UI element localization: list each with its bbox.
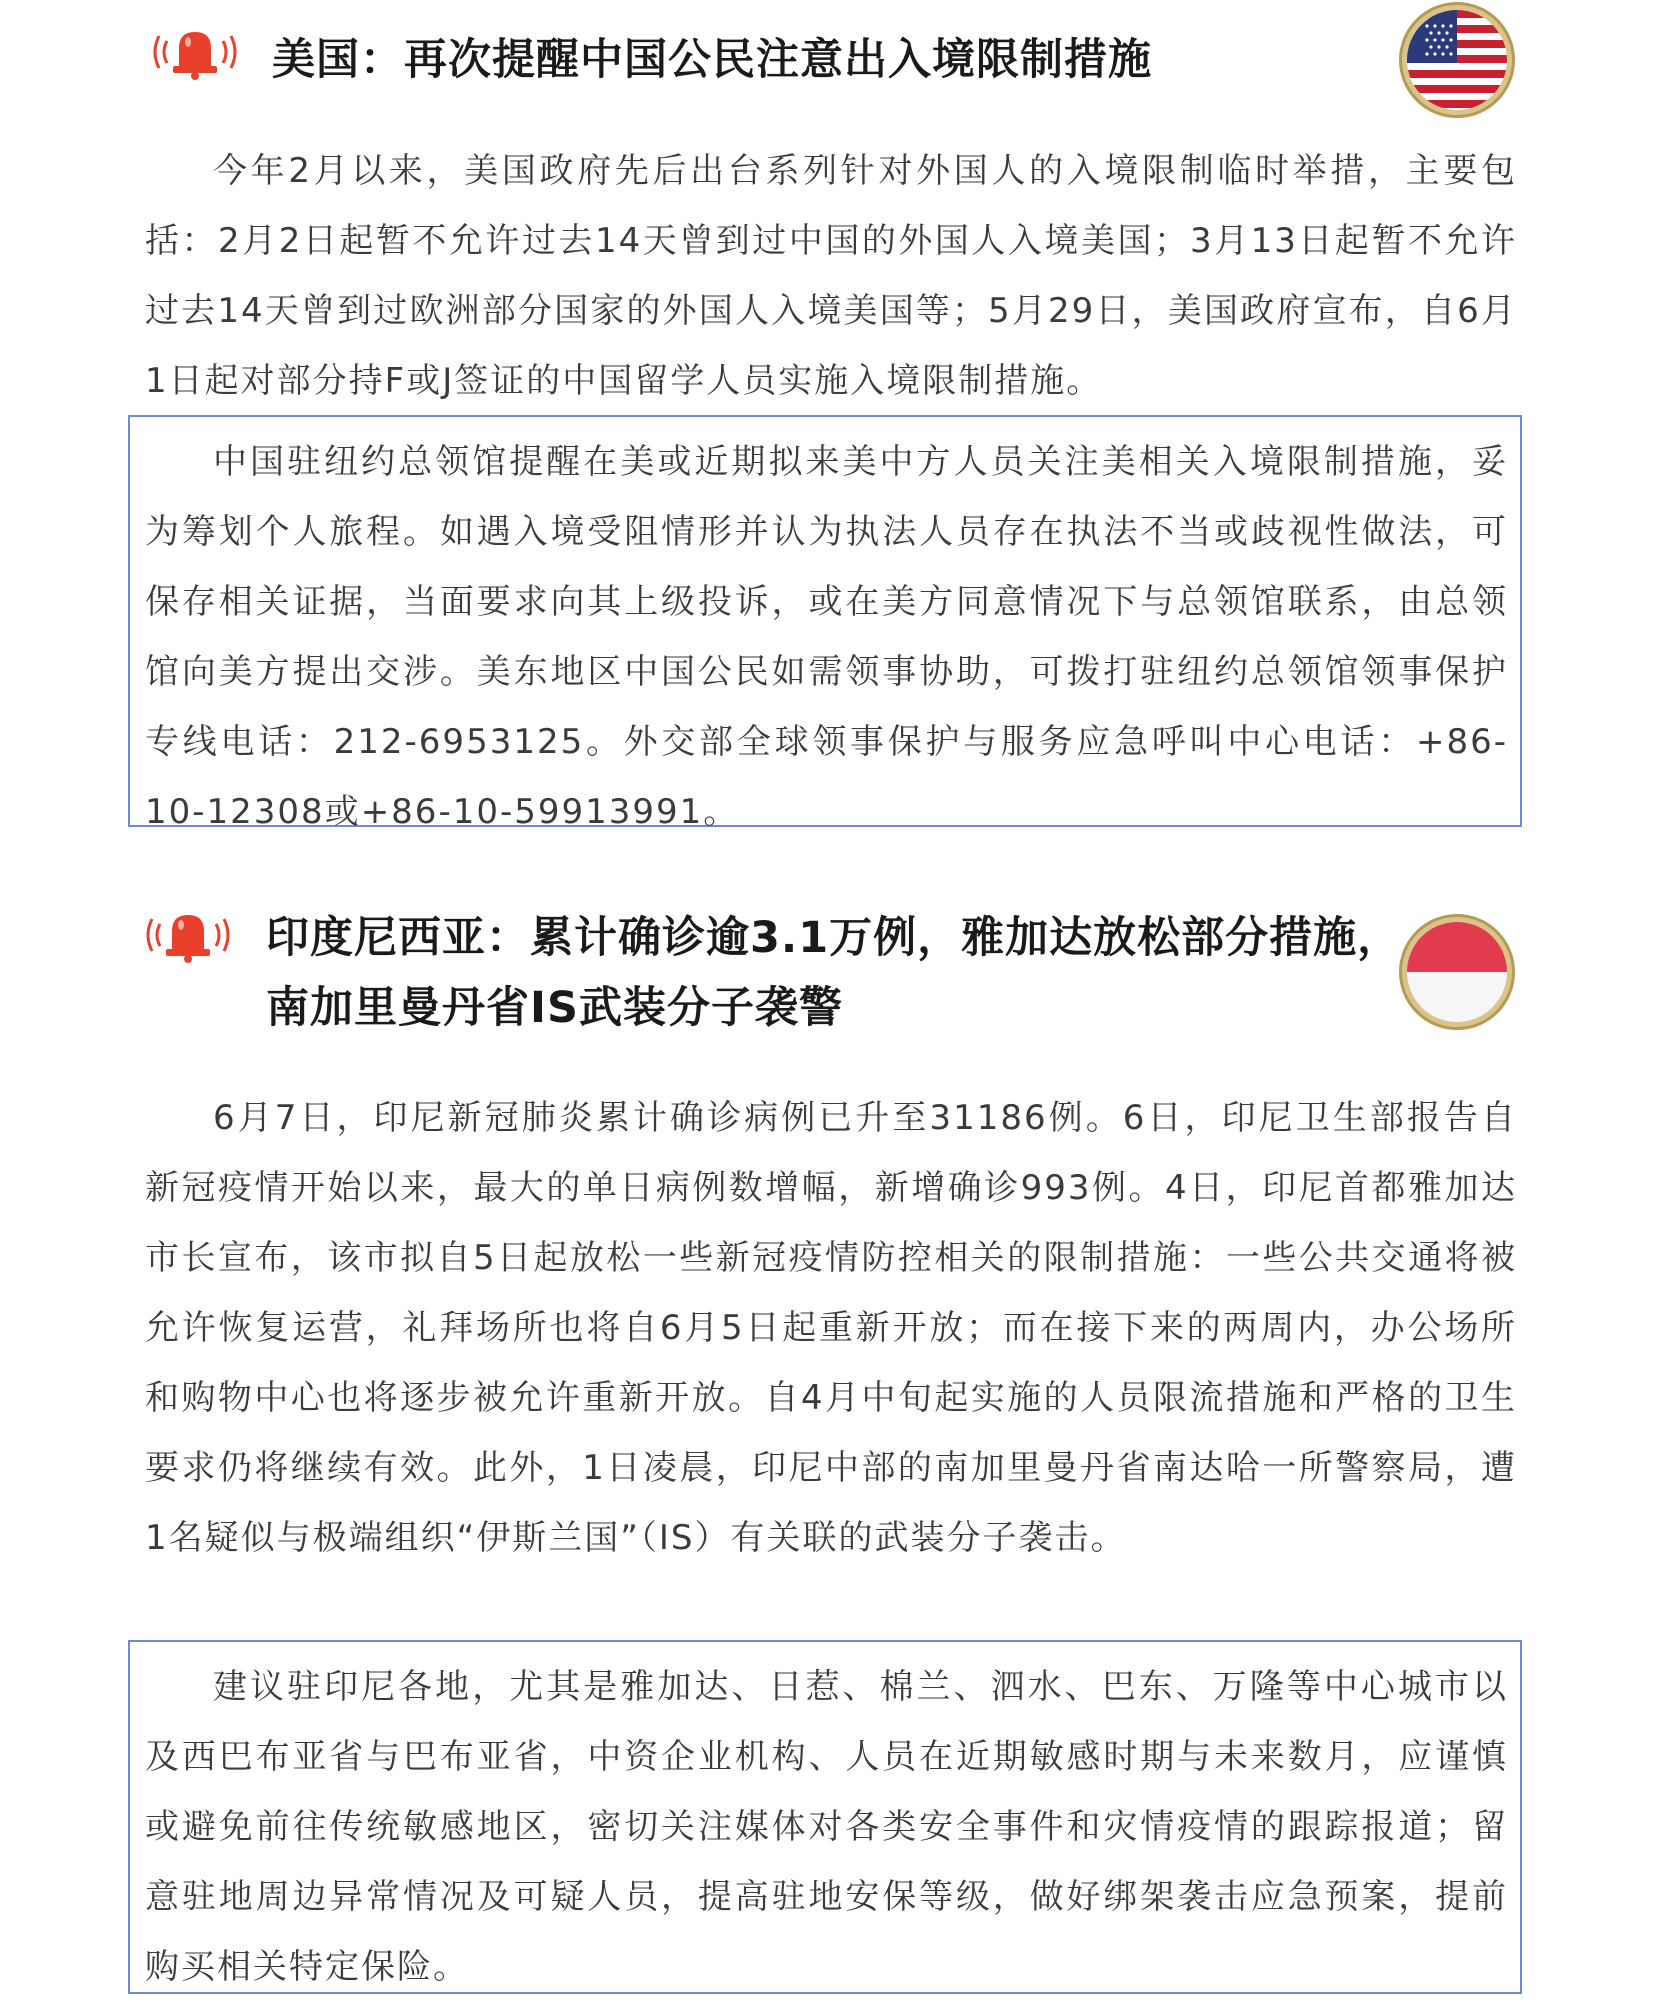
notice-box (128, 415, 1522, 832)
alarm-bell-icon (145, 22, 245, 82)
notice-paragraph: 中国驻纽约总领馆提醒在美或近期拟来美中方人员关注美相关入境限制措施，妥为筹划个人旅程。如遇入境受阻情形并认为执法人员存在执法不当或歧视性做法，可保存相关证据，当面要求向其上级投诉，或在美方同意情况下与总领馆联系，由总领馆向美方提出交涉。美东地区中国公民如需领事协助，可拨打驻纽约总领馆领事保护专线电话：212-6953125。外交部全球领事保护与服务应急呼叫中心电话：+86-10-12308或+86-10-59913991。 (145, 442, 1508, 832)
section-title: 美国：再次提醒中国公民注意出入境限制措施 (272, 35, 1152, 85)
notice-paragraph: 建议驻印尼各地，尤其是雅加达、日惹、棉兰、泗水、巴东、万隆等中心城市以及西巴布亚省与巴布亚省，中资企业机构、人员在近期敏感时期与未来数月，应谨慎或避免前往传统敏感地区，密切关注媒体对各类安全事件和灾情疫情的跟踪报道；留意驻地周边异常情况及可疑人员，提高驻地安保等级，做好绑架袭击应急预案，提前购买相关特定保险。 (145, 1667, 1508, 1987)
us-flag-icon (1407, 10, 1507, 110)
body-paragraph: 6月7日，印尼新冠肺炎累计确诊病例已升至31186例。6日，印尼卫生部报告自新冠疫情开始以来，最大的单日病例数增幅，新增确诊993例。4日，印尼首都雅加达市长宣布，该市拟自5日起放松一些新冠疫情防控相关的限制措施：一些公共交通将被允许恢复运营，礼拜场所也将自6月5日起重新开放；而在接下来的两周内，办公场所和购物中心也将逐步被允许重新开放。自4月中旬起实施的人员限流措施和严格的卫生要求仍将继续有效。此外，1日凌晨，印尼中部的南加里曼丹省南达哈一所警察局，遭1名疑似与极端组织“伊斯兰国”（IS）有关联的武装分子袭击。 (145, 1098, 1517, 1558)
alarm-bell-icon (138, 905, 238, 965)
section-title-line-2: 南加里曼丹省IS武装分子袭警 (266, 983, 843, 1033)
notice-box (128, 1640, 1522, 1994)
body-paragraph: 今年2月以来，美国政府先后出台系列针对外国人的入境限制临时举措，主要包括：2月2日起暂不允许过去14天曾到过中国的外国人入境美国；3月13日起暂不允许过去14天曾到过欧洲部分国家的外国人入境美国等；5月29日，美国政府宣布，自6月1日起对部分持F或J签证的中国留学人员实施入境限制措施。 (145, 151, 1517, 401)
indonesia-flag-icon (1407, 922, 1507, 1022)
section-title-line-1: 印度尼西亚：累计确诊逾3.1万例，雅加达放松部分措施， (266, 913, 1402, 963)
